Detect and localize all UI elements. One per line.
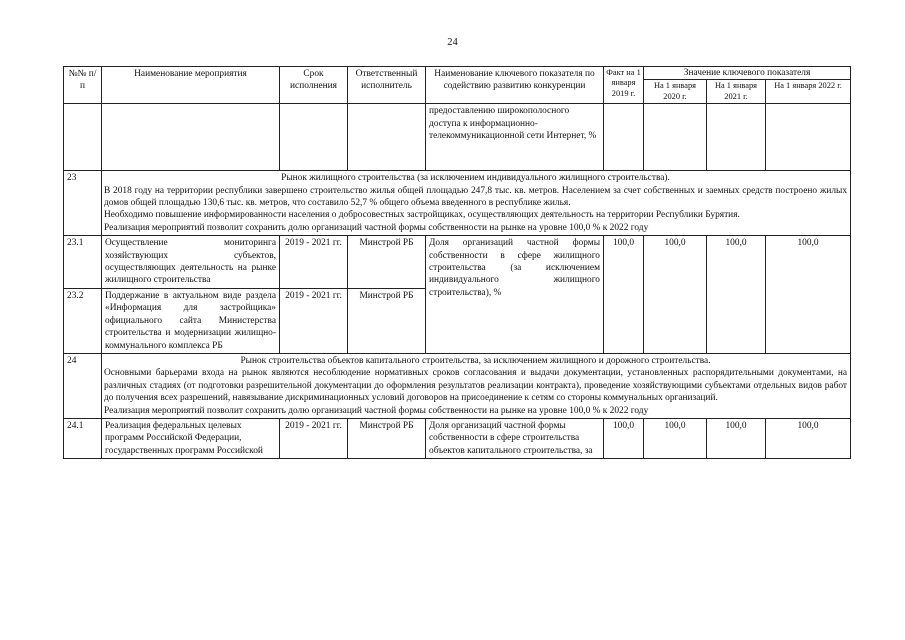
row-23-1-fact: 100,0 [604, 236, 644, 354]
row-24-1-term: 2019 - 2021 гг. [280, 418, 348, 458]
header-indicator: Наименование ключевого показателя по содействию развитию конкуренции [426, 67, 604, 104]
section-23-paragraph-1: В 2018 году на территории республики завершено строительство жилья общей площадью 247,8 тыс. кв. метров. Населением за счет собственных и заемных средств построено жилых домов общей площадью 130,6 тыс. кв. метров, что составило 52,7 % общего объема введенного в республике жилья. [104, 185, 848, 209]
section-24-row [64, 353, 851, 418]
row-23-1-value-2022: 100,0 [766, 236, 851, 354]
header-2020: На 1 января 2020 г. [644, 80, 707, 104]
section-24-title: Рынок строительства объектов капитального строительства, за исключением жилищного и дорожного строительства. [240, 355, 711, 366]
header-2021: На 1 января 2021 г. [707, 80, 766, 104]
row-23-1-num: 23.1 [64, 236, 102, 289]
header-num: №№ п/п [64, 67, 102, 104]
row-24-1-value-2020: 100,0 [644, 418, 707, 458]
header-row [64, 67, 851, 80]
section-23-paragraph-2: Необходимо повышение информированности населения о добросовестных застройщиках, осуществляющих деятельность на территории Республики Бурятия. [104, 210, 740, 221]
row-23-1 [64, 236, 851, 289]
section-23-num: 23 [64, 171, 102, 236]
header-term: Срок исполнения [280, 67, 348, 104]
row-23-1-value-2020: 100,0 [644, 236, 707, 354]
header-2022: На 1 января 2022 г. [766, 80, 851, 104]
row-24-1-value-2021: 100,0 [707, 418, 766, 458]
section-24-paragraph-1: Основными барьерами входа на рынок являются несоблюдение нормативных сроков согласования и выдачи документации, установленных распорядительными документами, на различных стадиях (от подготовки разрешительной документации до оформления результатов реализации контракта), проведение хозяйствующими субъектами отдельных видов работ до получения всех разрешений, навязывание дискриминационных условий договоров на присоединение к сетям со стороны коммунальных организаций. [104, 368, 848, 404]
section-24-paragraph-2: Реализация мероприятий позволит сохранить долю организаций частной формы собственности на рынке на уровне 100,0 % к 2022 году [104, 405, 649, 416]
row-24-1-num: 24.1 [64, 418, 102, 458]
continuation-row [64, 104, 851, 171]
measures-table [63, 66, 851, 459]
row-23-1-name: Осуществление мониторинга хозяйствующих субъектов, осуществляющих деятельность на рынке жилищного строительства [102, 236, 280, 289]
continuation-indicator: предоставлению широкополосного доступа к информационно-телекоммуникационной сети Интернет, % [426, 104, 604, 171]
header-name: Наименование мероприятия [102, 67, 280, 104]
section-24-body [102, 353, 851, 418]
section-23-row [64, 171, 851, 236]
row-24-1-value-2022: 100,0 [766, 418, 851, 458]
section-23-title: Рынок жилищного строительства (за исключением индивидуального жилищного строительства). [281, 173, 670, 184]
row-23-1-indicator: Доля организаций частной формы собственности в сфере жилищного строительства (за исключением индивидуального жилищного строительства), % [426, 236, 604, 354]
row-23-2-num: 23.2 [64, 288, 102, 353]
page-number: 24 [447, 37, 458, 48]
row-24-1-indicator: Доля организаций частной формы собственности в сфере строительства объектов капитального строительства, за [426, 418, 604, 458]
section-23-body [102, 171, 851, 236]
section-23-paragraph-3: Реализация мероприятий позволит сохранить долю организаций частной формы собственности на рынке на уровне 100,0 % к 2022 году [104, 222, 649, 233]
row-23-1-value-2021: 100,0 [707, 236, 766, 354]
row-23-2-name: Поддержание в актуальном виде раздела «Информация для застройщика» официального сайта Министерства строительства и модернизации жилищно-коммунального комплекса РБ [102, 288, 280, 353]
row-23-2-term: 2019 - 2021 гг. [280, 288, 348, 353]
row-24-1 [64, 418, 851, 458]
header-value-group: Значение ключевого показателя [644, 67, 851, 80]
row-24-1-responsible: Минстрой РБ [348, 418, 426, 458]
section-24-num: 24 [64, 353, 102, 418]
row-23-1-responsible: Минстрой РБ [348, 236, 426, 289]
row-23-1-term: 2019 - 2021 гг. [280, 236, 348, 289]
row-24-1-name: Реализация федеральных целевых программ Российской Федерации, государственных программ Российской [102, 418, 280, 458]
row-23-2-responsible: Минстрой РБ [348, 288, 426, 353]
header-responsible: Ответственный исполнитель [348, 67, 426, 104]
row-24-1-fact: 100,0 [604, 418, 644, 458]
header-fact: Факт на 1 января 2019 г. [604, 67, 644, 104]
